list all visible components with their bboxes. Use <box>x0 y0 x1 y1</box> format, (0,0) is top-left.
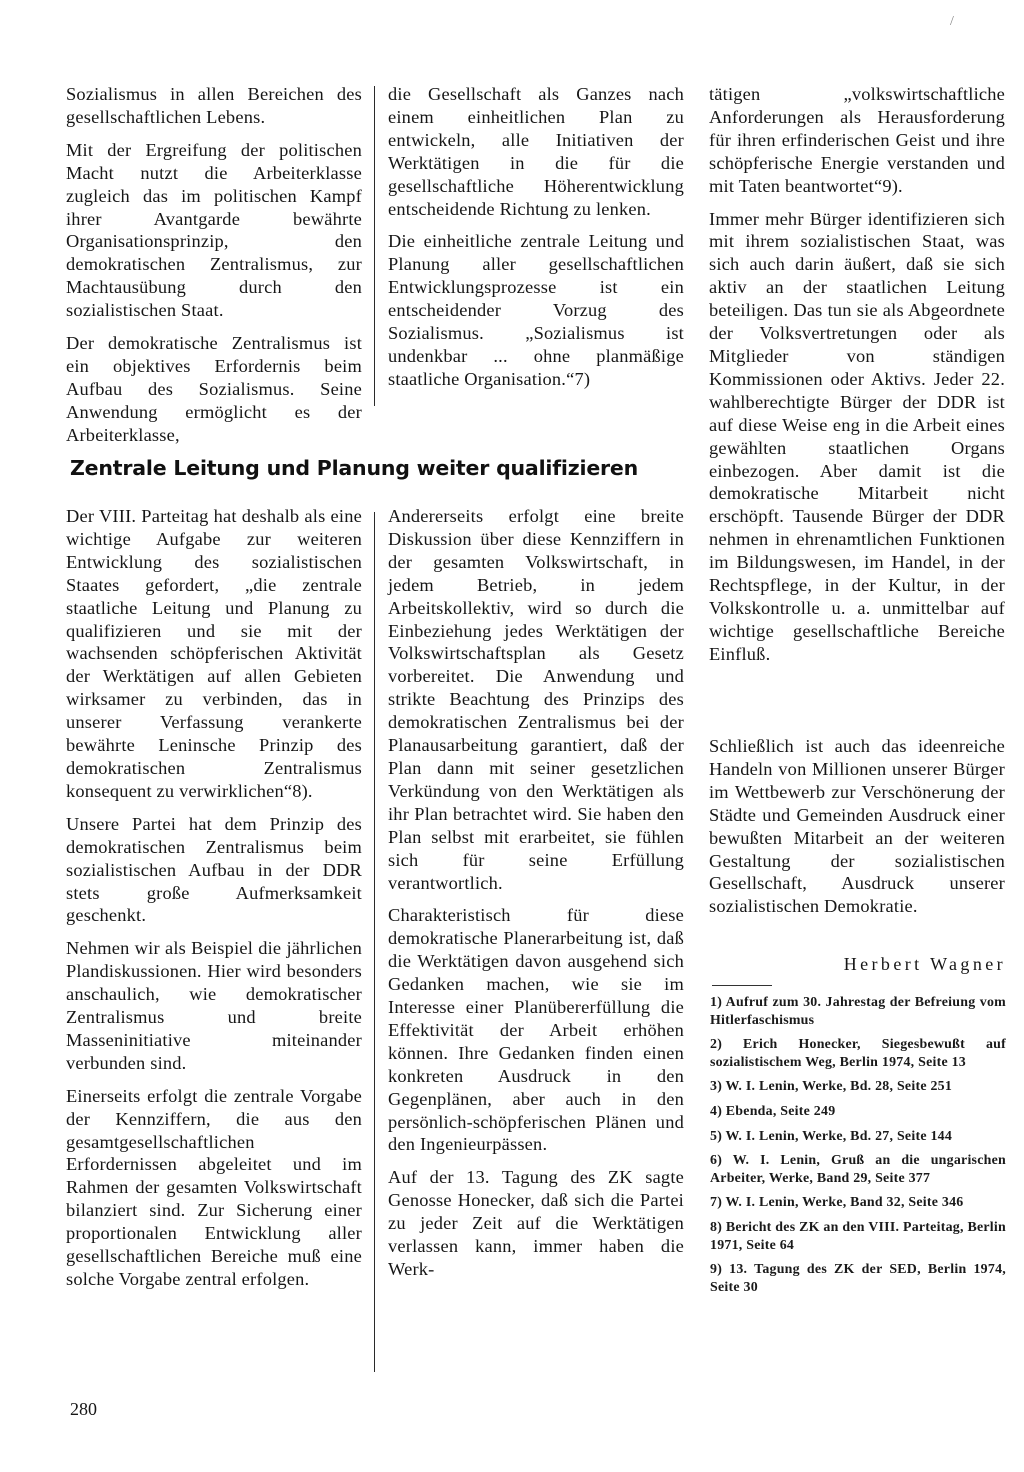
text-column-1-bottom <box>66 505 362 1301</box>
footnote: 8) Bericht des ZK an den VIII. Parteitag, Berlin 1971, Seite 64 <box>710 1219 1006 1253</box>
author-name: Herbert Wagner <box>843 954 1006 974</box>
paragraph: Nehmen wir als Beispiel die jährlichen Plandiskussionen. Hier wird besonders anschaulich, wie demokratischer Zentralismus und breite Masseninitiative miteinander verbunden sind. <box>66 938 362 1073</box>
paragraph: Unsere Partei hat dem Prinzip des demokratischen Zentralismus beim sozialistischen Aufbau in der DDR stets große Aufmerksamkeit geschenkt. <box>66 813 362 926</box>
text-column-1-top <box>66 83 362 457</box>
paragraph: Sozialismus in allen Bereichen des gesellschaftlichen Lebens. <box>66 84 362 127</box>
footnote-divider <box>712 985 772 986</box>
column-divider <box>374 512 375 1372</box>
page-number: 280 <box>70 1399 97 1419</box>
paragraph: tätigen „volkswirtschaftliche Anforderungen als Herausforderung für ihren erfinderischen Geist und ihre schöpferische Energie verstanden und mit Taten beantwortet“9). <box>709 84 1005 196</box>
paragraph: die Gesellschaft als Ganzes nach einem einheitlichen Plan zu entwickeln, alle Initiativen der Werktätigen in die für die gesellschaftliche Höherentwicklung entscheidende Richtung zu lenken. <box>388 84 684 219</box>
paragraph: Immer mehr Bürger identifizieren sich mit ihrem sozialistischen Staat, was sich auch darin äußert, daß sie sich aktiv an der staatlichen Leitung beteiligen. Das tun sie als Abgeordnete der Volksvertretungen oder als Mitglieder von ständigen Kommissionen oder Aktivs. Jeder 22. wahlberechtigte Bürger der DDR ist auf diese Weise eng in die Arbeit eines gewählten staatlichen Organs einbezogen. Aber damit ist die demokratische Mitarbeit nicht erschöpft. Tausende Bürger der DDR nehmen in ehrenamtlichen Funktionen im Bildungswesen, im Handel, in der Rechtspflege, in der Kultur, in der Volkskontrolle u. a. unmittelbar auf wichtige gesellschaftliche Bereiche Einfluß. <box>709 208 1005 664</box>
paragraph: Mit der Ergreifung der politischen Macht nutzt die Arbeiterklasse zugleich das im politischen Kampf ihrer Avantgarde bewährte Organisationsprinzip, den demokratischen Zentralismus, zur Machtausübung durch den sozialistischen Staat. <box>66 139 362 321</box>
section-heading: Zentrale Leitung und Planung weiter qualifizieren <box>70 456 639 480</box>
paragraph: Die einheitliche zentrale Leitung und Planung aller gesellschaftlichen Entwicklungsprozesse ist ein entscheidender Vorzug des Sozialismus. „Sozialismus ist undenkbar ... ohne planmäßige staatliche Organisation.“7) <box>388 231 684 389</box>
footnote: 7) W. I. Lenin, Werke, Band 32, Seite 346 <box>710 1195 964 1211</box>
paragraph: Einerseits erfolgt die zentrale Vorgabe der Kennziffern, die aus den gesamtgesellschaftlichen Erfordernissen abgeleitet und im Rahmen der gesamten Volkswirtschaft bilanziert sind. Zur Sicherung einer proportionalen Entwicklung aller gesellschaftlichen Bereiche muß eine solche Vorgabe zentral erfolgen. <box>66 1085 362 1289</box>
footnote: 2) Erich Honecker, Siegesbewußt auf sozialistischem Weg, Berlin 1974, Seite 13 <box>710 1037 1006 1070</box>
text-column-2-top <box>388 83 684 401</box>
footnote: 1) Aufruf zum 30. Jahrestag der Befreiung vom Hitlerfaschismus <box>710 995 1006 1028</box>
footnote: 3) W. I. Lenin, Werke, Bd. 28, Seite 251 <box>710 1079 953 1095</box>
footnotes <box>710 994 1006 1303</box>
paragraph: Auf der 13. Tagung des ZK sagte Genosse Honecker, daß sich die Partei zu jeder Zeit auf die Werktätigen verlassen kann, immer haben die Werk- <box>388 1167 684 1279</box>
paragraph: Der demokratische Zentralismus ist ein objektives Erfordernis beim Aufbau des Sozialismus. Seine Anwendung ermöglicht es der Arbeiterklasse, <box>66 333 362 445</box>
paragraph: Andererseits erfolgt eine breite Diskussion über diese Kennziffern in der gesamten Volkswirtschaft, in jedem Betrieb, in jedem Arbeitskollektiv, wird so durch die Einbeziehung jedes Werktätigen der Volkswirtschaftsplan als Gesetz vorbereitet. Die Anwendung und strikte Beachtung des Prinzips des demokratischen Zentralismus bei der Planausarbeitung garantiert, daß der Plan dann mit seiner gesetzlichen Verkündung von den Werktätigen als ihr Plan betrachtet wird. Sie haben den Plan selbst mit erarbeitet, sie fühlen sich für seine Erfüllung verantwortlich. <box>388 506 684 893</box>
footnote: 6) W. I. Lenin, Gruß an die ungarischen Arbeiter, Werke, Band 29, Seite 377 <box>710 1153 1006 1186</box>
text-column-2-bottom <box>388 505 684 1291</box>
column-divider <box>374 86 375 406</box>
corner-mark: / <box>950 14 954 29</box>
footnote: 5) W. I. Lenin, Werke, Bd. 27, Seite 144 <box>710 1128 953 1144</box>
text-column-3-closing <box>709 735 1005 928</box>
paragraph: Charakteristisch für diese demokratische Planerarbeitung ist, daß die Werktätigen davon ausgehend sich Gedanken machen, wie sie im Interesse einer Planübererfüllung die Effektivität der Arbeit erhöhen können. Ihre Gedanken finden einen konkreten Ausdruck in den Gegenplänen, aber auch in den persönlich-schöpferischen Plänen und den Ingenieurpässen. <box>388 905 684 1155</box>
footnote: 4) Ebenda, Seite 249 <box>710 1103 836 1119</box>
paragraph: Der VIII. Parteitag hat deshalb als eine wichtige Aufgabe zur weiteren Entwicklung des sozialistischen Staates gefordert, „die zentrale staatliche Leitung und Planung zu qualifizieren und sie mit der wachsenden schöpferischen Aktivität der Werktätigen auf allen Gebieten wirksamer zu verbinden, das in unserer Verfassung verankerte bewährte Leninsche Prinzip des demokratischen Zentralismus konsequent zu verwirklichen“8). <box>66 506 362 801</box>
text-column-3 <box>709 83 1005 676</box>
paragraph: Schließlich ist auch das ideenreiche Handeln von Millionen unserer Bürger im Wettbewerb zur Verschönerung der Städte und Gemeinden Ausdruck einer bewußten Mitarbeit an der weiteren Gestaltung der sozialistischen Gesellschaft, Ausdruck unserer sozialistischen Demokratie. <box>709 736 1005 917</box>
footnote: 9) 13. Tagung des ZK der SED, Berlin 1974, Seite 30 <box>710 1262 1006 1295</box>
